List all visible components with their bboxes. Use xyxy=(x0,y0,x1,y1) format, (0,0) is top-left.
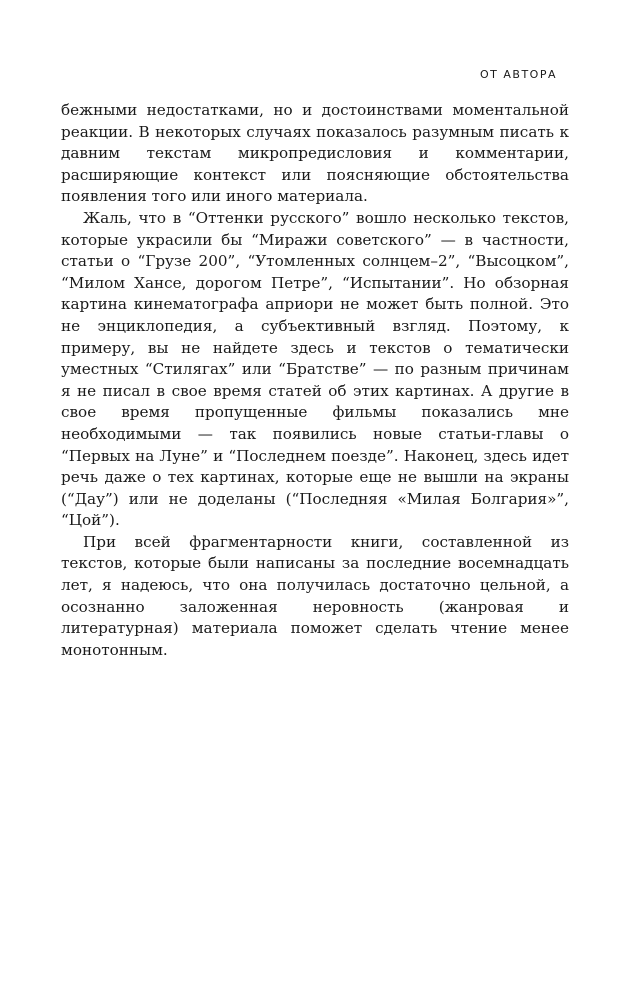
paragraph-conclusion: При всей фрагментарности книги, составленной из текстов, которые были написаны за последние восемнадцать лет, я надеюсь, что она получилась достаточно цельной, а осознанно заложенная неровность (жанровая и литературная) материала поможет сделать чтение менее монотонным. xyxy=(61,532,569,659)
body-text xyxy=(61,100,569,661)
running-head: ОТ АВТОРА xyxy=(480,68,557,81)
paragraph-continued: бежными недостатками, но и достоинствами моментальной реакции. В некоторых случаях показалось разумным писать к давним текстам микропредисловия и комментарии, расширяющие контекст или поясняющие обстоятельства появления того или иного материала. xyxy=(61,101,569,206)
paragraph-omitted-films: Жаль, что в “Оттенки русского” вошло несколько текстов, которые украсили бы “Миражи советского” — в частности, статьи о “Грузе 200”, “Утомленных солнцем–2”, “Высоцком”, “Милом Хансе, дорогом Петре”, “Испытании”. Но обзорная картина кинематографа априори не может быть полной. Это не энциклопедия, а субъективный взгляд. Поэтому, к примеру, вы не найдете здесь и текстов о тематически уместных “Стилягах” или “Братстве” — по разным причинам я не писал в свое время статей об этих картинах. А другие в свое время пропущенные фильмы показались мне необходимыми — так появились новые статьи-главы о “Первых на Луне” и “Последнем поезде”. Наконец, здесь идет речь даже о тех картинах, которые еще не вышли на экраны (“Дау”) или не доделаны (“Последняя «Милая Болгария»”, “Цой”). xyxy=(61,208,569,530)
